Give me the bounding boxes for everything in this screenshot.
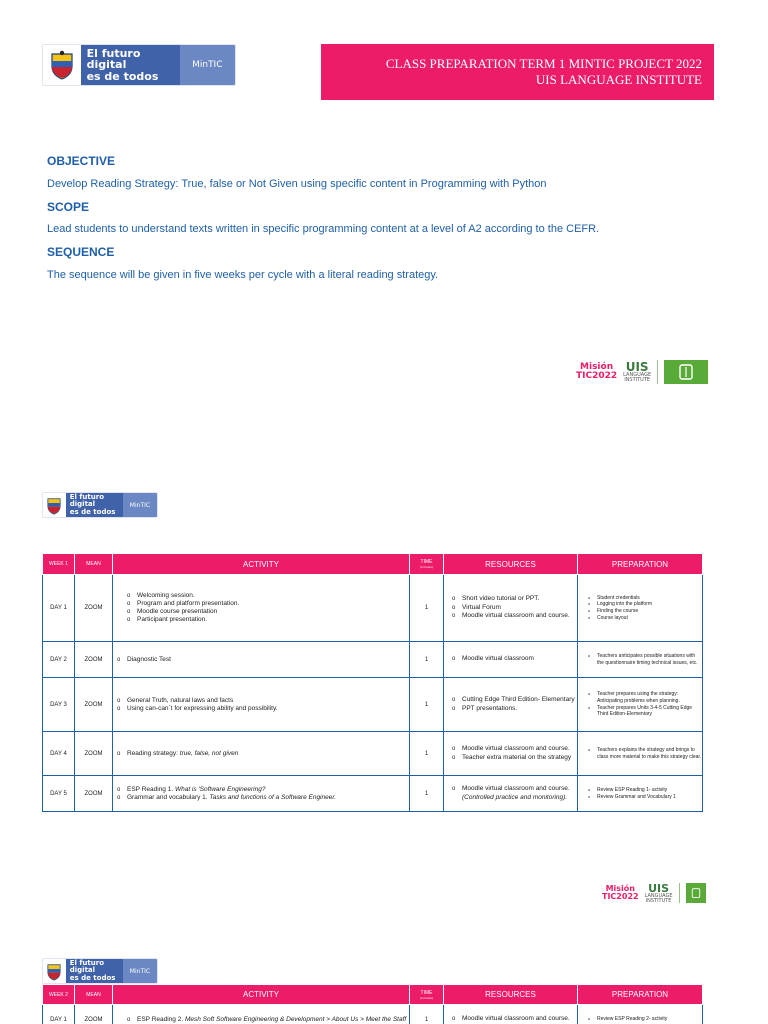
col-week: WEEK 1 xyxy=(43,554,75,575)
col-time-sub: (In hours) xyxy=(420,565,433,569)
uis-big: UIS xyxy=(625,360,649,374)
list-item: o Participant presentation. xyxy=(127,616,409,624)
government-logo xyxy=(42,958,158,984)
list-item xyxy=(117,794,409,802)
mean-cell: ZOOM xyxy=(75,642,113,678)
list-item: o General Truth, natural laws and facts xyxy=(117,697,409,705)
list-item: o Moodle virtual classroom and course. xyxy=(452,612,577,621)
preparation-cell xyxy=(578,732,703,776)
header-subtitle: UIS LANGUAGE INSTITUTE xyxy=(535,72,702,87)
time-cell: 1 xyxy=(410,678,444,732)
activity-prefix: ESP Reading 2. xyxy=(137,1015,185,1023)
activity-cell xyxy=(113,776,410,812)
day-cell: DAY 1 xyxy=(43,1005,75,1024)
col-time-label: TIME xyxy=(420,989,433,996)
list-item: o Moodle virtual classroom xyxy=(452,655,577,664)
list-item: o Teacher extra material on the strategy xyxy=(452,754,577,763)
table-header-row xyxy=(43,554,703,575)
activity-italic: Tasks and functions of a Software Engineer. xyxy=(209,793,337,801)
day-cell: DAY 3 xyxy=(43,678,75,732)
mision-line2: TIC2022 xyxy=(576,371,618,381)
list-item: o Finding the course xyxy=(588,608,702,615)
list-item: o Diagnostic Test xyxy=(117,656,409,664)
resources-cell xyxy=(444,1005,578,1024)
list-item: o Review Grammar and Vocabulary 1 xyxy=(588,794,702,801)
mision-tic-logo xyxy=(602,885,639,900)
partner-logos xyxy=(602,880,706,906)
government-logo xyxy=(42,44,236,86)
objective-text: Develop Reading Strategy: True, false or Not Given using specific content in Programming with Python xyxy=(47,178,547,190)
divider xyxy=(679,883,680,903)
mision-line1: Misión xyxy=(580,362,614,373)
time-cell: 1 xyxy=(410,732,444,776)
preparation-cell xyxy=(578,642,703,678)
list-item: o Moodle course presentation xyxy=(127,608,409,616)
col-week: WEEK 2 xyxy=(43,985,75,1005)
scope-heading: SCOPE xyxy=(47,200,90,214)
partner-logos xyxy=(576,358,708,386)
preparation-cell xyxy=(578,776,703,812)
uis-logo xyxy=(645,883,673,904)
preparation-cell xyxy=(578,575,703,642)
divider xyxy=(657,360,658,384)
day-cell: DAY 2 xyxy=(43,642,75,678)
uis-logo xyxy=(623,361,651,383)
list-item: o Moodle virtual classroom and course. xyxy=(452,745,577,754)
mean-cell: ZOOM xyxy=(75,678,113,732)
preparation-cell xyxy=(578,678,703,732)
col-preparation: PREPARATION xyxy=(578,554,703,575)
day-cell: DAY 5 xyxy=(43,776,75,812)
col-time xyxy=(410,554,444,575)
ministry-label: MinTIC xyxy=(123,959,157,983)
resources-cell xyxy=(444,776,578,812)
resources-cell xyxy=(444,678,578,732)
ministry-label: MinTIC xyxy=(180,45,235,85)
university-emblem-icon xyxy=(686,883,706,903)
col-time-label: TIME xyxy=(420,559,433,565)
mean-cell: ZOOM xyxy=(75,732,113,776)
university-emblem-icon xyxy=(664,360,708,384)
gov-slogan-line1: El futuro digital xyxy=(69,958,105,975)
time-cell: 1 xyxy=(410,1005,444,1024)
day-cell: DAY 4 xyxy=(43,732,75,776)
table-header-row xyxy=(43,985,703,1005)
list-item: o Logging into the platform xyxy=(588,601,702,608)
table-row xyxy=(43,732,703,776)
activity-italic: What is 'Software Engineering? xyxy=(174,785,266,793)
list-item xyxy=(117,750,409,758)
gov-slogan-line2: es de todos xyxy=(69,973,116,982)
col-activity: ACTIVITY xyxy=(113,554,410,575)
col-mean: MEAN xyxy=(75,985,113,1005)
activity-prefix: Reading strategy: xyxy=(127,749,180,757)
gov-slogan xyxy=(66,493,123,517)
mean-cell: ZOOM xyxy=(75,1005,113,1024)
list-item: o Teacher prepares using the strategy: Anticipating problems when planning. xyxy=(588,691,702,704)
col-time-sub: (In hours) xyxy=(420,995,433,1000)
mision-line1: Misión xyxy=(605,884,635,894)
activity-italic: true, false, not given xyxy=(179,749,239,757)
activity-cell xyxy=(113,575,410,642)
resources-prefix: Moodle virtual classroom and course. xyxy=(462,785,570,792)
list-item: o Welcoming session. xyxy=(127,592,409,600)
uis-big: UIS xyxy=(648,881,670,895)
list-item: o Virtual Forum xyxy=(452,604,577,613)
resources-italic: (Controlled practice and monitoring). xyxy=(462,793,568,801)
list-item xyxy=(117,786,409,794)
sequence-heading: SEQUENCE xyxy=(47,245,115,259)
list-item: o Student credentials xyxy=(588,595,702,602)
activity-prefix: ESP Reading 1. xyxy=(127,785,175,793)
table-row xyxy=(43,1005,703,1024)
list-item: o Review ESP Reading 2- activity xyxy=(588,1016,702,1023)
gov-slogan-line1: El futuro digital xyxy=(86,46,141,72)
uis-line2: INSTITUTE xyxy=(624,377,651,383)
coat-of-arms-icon xyxy=(43,959,66,983)
col-time xyxy=(410,985,444,1005)
table-row xyxy=(43,642,703,678)
coat-of-arms-icon xyxy=(43,493,66,517)
col-resources: RESOURCES xyxy=(444,985,578,1005)
list-item: o Moodle virtual classroom and course. xyxy=(452,1015,577,1024)
list-item: o Review ESP Reading 1- activity xyxy=(588,787,702,794)
uis-line2: INSTITUTE xyxy=(645,897,672,904)
coat-of-arms-icon xyxy=(43,45,81,85)
gov-slogan-line2: es de todos xyxy=(86,69,159,83)
ministry-label: MinTIC xyxy=(123,493,157,517)
resources-cell xyxy=(444,642,578,678)
list-item xyxy=(127,1016,409,1024)
list-item: o Using can-can´t for expressing ability and possibility. xyxy=(117,705,409,713)
mision-line2: TIC2022 xyxy=(602,892,639,901)
gov-slogan xyxy=(81,45,180,85)
header-banner xyxy=(321,44,714,100)
sequence-text: The sequence will be given in five weeks per cycle with a literal reading strategy. xyxy=(47,269,439,281)
time-cell: 1 xyxy=(410,575,444,642)
activity-cell xyxy=(113,642,410,678)
resources-cell xyxy=(444,575,578,642)
list-item: o Program and platform presentation. xyxy=(127,600,409,608)
list-item: o Teacher prepares Units 3-4-5 Cutting Edge Third Edition-Elementary xyxy=(588,705,702,718)
col-mean: MEAN xyxy=(75,554,113,575)
list-item: o PPT presentations. xyxy=(452,705,577,714)
government-logo xyxy=(42,492,158,518)
list-item: o Teachers explains the strategy and brings to class more material to make this strategy clear. xyxy=(588,747,702,760)
activity-cell xyxy=(113,678,410,732)
scope-text: Lead students to understand texts written in specific programming content at a level of A2 according to the CEFR. xyxy=(47,223,600,235)
uis-line1: LANGUAGE xyxy=(623,372,652,378)
list-item: o Course layout xyxy=(588,615,702,622)
col-preparation: PREPARATION xyxy=(578,985,703,1005)
week1-table xyxy=(42,553,703,812)
activity-cell xyxy=(113,732,410,776)
time-cell: 1 xyxy=(410,642,444,678)
mean-cell: ZOOM xyxy=(75,575,113,642)
day-cell: DAY 1 xyxy=(43,575,75,642)
activity-cell xyxy=(113,1005,410,1024)
uis-line1: LANGUAGE xyxy=(644,892,673,899)
header-title: CLASS PREPARATION TERM 1 MINTIC PROJECT 2022 xyxy=(385,56,702,71)
col-resources: RESOURCES xyxy=(444,554,578,575)
table-row xyxy=(43,575,703,642)
list-item: o Teachers anticipates possible situations with the questionnaire timing technical issues, etc. xyxy=(588,653,702,666)
gov-slogan-line1: El futuro digital xyxy=(69,492,105,509)
list-item: o Short video tutorial or PPT. xyxy=(452,595,577,604)
list-item: o Cutting Edge Third Edition- Elementary xyxy=(452,696,577,705)
gov-slogan-line2: es de todos xyxy=(69,507,116,516)
resources-cell xyxy=(444,732,578,776)
list-item xyxy=(452,785,577,802)
gov-slogan xyxy=(66,959,123,983)
activity-prefix: Grammar and vocabulary 1. xyxy=(127,793,210,801)
activity-italic: Mesh Soft Software Engineering & Development > About Us > Meet the Staff xyxy=(184,1015,407,1023)
mean-cell: ZOOM xyxy=(75,776,113,812)
preparation-cell xyxy=(578,1005,703,1024)
table-row xyxy=(43,776,703,812)
mision-tic-logo xyxy=(576,363,617,380)
col-activity: ACTIVITY xyxy=(113,985,410,1005)
week2-table xyxy=(42,984,703,1024)
objective-heading: OBJECTIVE xyxy=(47,154,116,168)
time-cell: 1 xyxy=(410,776,444,812)
table-row xyxy=(43,678,703,732)
